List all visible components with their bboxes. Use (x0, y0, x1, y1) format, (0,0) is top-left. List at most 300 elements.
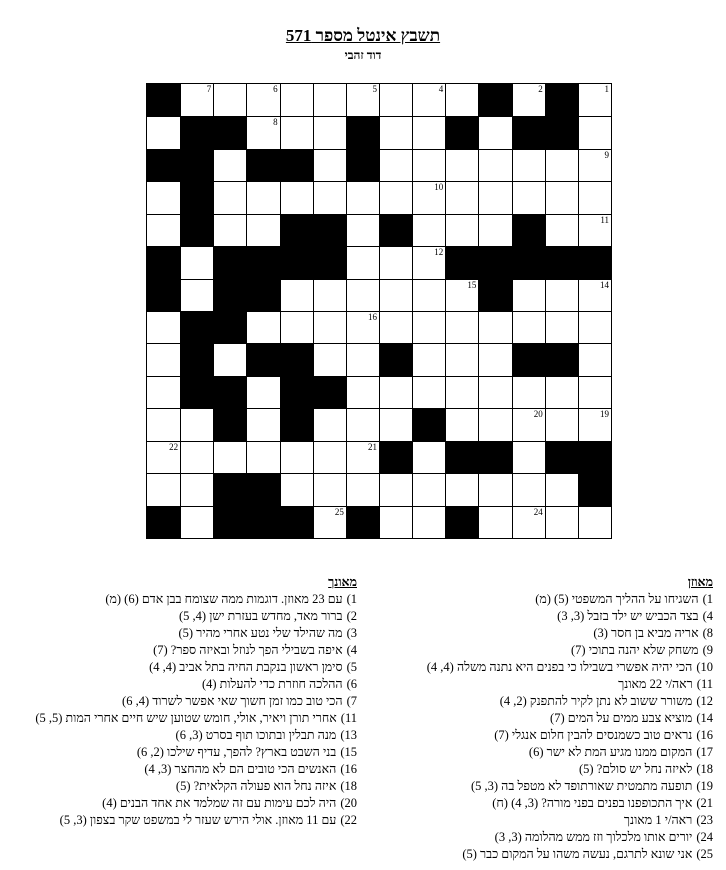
clue-label: 11) (696, 677, 713, 691)
grid-cell[interactable] (379, 116, 412, 148)
grid-cell[interactable] (512, 149, 545, 181)
clue-number: 7 (206, 84, 212, 94)
grid-cell-black (313, 376, 346, 408)
grid-cell[interactable] (246, 408, 279, 440)
clue-number: 13 (268, 247, 278, 258)
grid-cell[interactable] (545, 149, 578, 181)
clue-label: 22) (340, 813, 357, 827)
grid-cell[interactable] (313, 279, 346, 311)
across-clue (383, 659, 713, 676)
grid-cell[interactable] (512, 311, 545, 343)
clue-number: 4 (438, 84, 444, 94)
clue-number: 11 (600, 214, 609, 225)
grid-cell[interactable] (346, 214, 379, 246)
grid-cell-black (478, 246, 511, 278)
down-clue (2, 693, 357, 710)
clue-number: 25 (334, 506, 344, 517)
down-clue (2, 761, 357, 778)
puzzle-title: תשבץ אינטל מספר 571 (285, 26, 441, 45)
clue-number: 2 (538, 84, 543, 94)
grid-cell[interactable] (147, 441, 180, 473)
grid-cell[interactable] (213, 181, 246, 213)
grid-cell[interactable] (445, 376, 478, 408)
clue-number: 20 (533, 409, 543, 420)
across-clue (383, 710, 713, 727)
across-clue (383, 829, 713, 846)
grid-cell[interactable] (478, 116, 511, 148)
grid-cell-black (280, 506, 313, 538)
clue-text: הכי טוב כמו זמן חשוך שאי אפשר לשרוד (4, 6) (122, 694, 343, 708)
grid-cell[interactable] (578, 376, 611, 408)
puzzle-author: דוד זהבי (344, 48, 382, 62)
clue-label: 19) (696, 779, 713, 793)
clue-text: סימן ראשון בנקבת החיה בתל אביב (4, 4) (149, 660, 343, 674)
grid-cell[interactable] (445, 311, 478, 343)
clue-number: 22 (169, 441, 179, 452)
grid-cell[interactable] (512, 279, 545, 311)
grid-cell-black (246, 473, 279, 505)
grid-cell[interactable] (147, 214, 180, 246)
grid-cell-black (313, 246, 346, 278)
clue-label: 16) (696, 728, 713, 742)
clue-text: משורר ששוב לא נתן לקיר להתפנק (2, 4) (499, 694, 693, 708)
clue-label: 25) (696, 847, 713, 861)
grid-cell[interactable] (578, 116, 611, 148)
grid-cell-black (147, 246, 180, 278)
clue-label: 6) (346, 677, 357, 691)
clue-label: 15) (340, 745, 357, 759)
across-clue (383, 676, 713, 693)
grid-cell[interactable] (147, 311, 180, 343)
grid-cell[interactable] (578, 279, 611, 311)
grid-cell-black (213, 506, 246, 538)
grid-cell[interactable] (379, 473, 412, 505)
grid-cell[interactable] (213, 343, 246, 375)
across-clue (383, 727, 713, 744)
grid-cell[interactable] (412, 473, 445, 505)
clue-text: לאיזה נחל יש סולם? (5) (579, 762, 693, 776)
clue-number: 21 (367, 441, 377, 452)
clue-label: 12) (696, 694, 713, 708)
grid-cell[interactable] (313, 441, 346, 473)
clue-text: יורים אותו מלכלוך וזז ממש מהלומה (3, 3) (494, 830, 693, 844)
grid-cell[interactable] (412, 214, 445, 246)
grid-cell[interactable] (147, 376, 180, 408)
grid-cell[interactable] (478, 408, 511, 440)
grid-cell-black (180, 343, 213, 375)
grid-cell-black (280, 246, 313, 278)
grid-cell[interactable] (346, 376, 379, 408)
grid-cell[interactable] (412, 149, 445, 181)
across-header: מאוזן (687, 575, 713, 589)
grid-cell[interactable] (346, 473, 379, 505)
clue-number: 8 (273, 117, 278, 128)
clue-label: 23) (696, 813, 713, 827)
grid-cell[interactable] (313, 311, 346, 343)
clue-label: 18) (696, 762, 713, 776)
grid-cell[interactable] (280, 181, 313, 213)
clue-number: 6 (273, 84, 278, 94)
across-clue (383, 795, 713, 812)
grid-cell[interactable] (180, 84, 213, 116)
grid-cell-black (445, 441, 478, 473)
clue-number: 23 (599, 474, 609, 485)
down-clue (2, 710, 357, 727)
grid-cell[interactable] (280, 311, 313, 343)
grid-cell[interactable] (346, 279, 379, 311)
clue-label: 20) (340, 796, 357, 810)
grid-cell[interactable] (412, 506, 445, 538)
grid-cell[interactable] (578, 343, 611, 375)
grid-cell[interactable] (313, 116, 346, 148)
clue-text: ראה/י 1 מאונך (623, 813, 693, 827)
grid-cell[interactable] (545, 376, 578, 408)
clue-text: נראים טוב כשמנסים להבין חלום אנגלי (7) (494, 728, 693, 742)
clue-label: 21) (696, 796, 713, 810)
grid-cell[interactable] (478, 311, 511, 343)
clue-text: מוציא צבע ממים על המים (7) (550, 711, 693, 725)
grid-cell[interactable] (379, 408, 412, 440)
grid-cell-black (246, 246, 279, 278)
grid-cell-black (545, 246, 578, 278)
grid-cell[interactable] (445, 214, 478, 246)
grid-cell[interactable] (346, 408, 379, 440)
grid-cell[interactable] (246, 311, 279, 343)
grid-cell[interactable] (147, 408, 180, 440)
grid-cell[interactable] (379, 246, 412, 278)
clue-label: 4) (346, 643, 357, 657)
clue-label: 3) (346, 626, 357, 640)
grid-cell-black (213, 116, 246, 148)
clue-text: ראה/י 22 מאונך (618, 677, 693, 691)
grid-cell-black (445, 116, 478, 148)
grid-cell-black (180, 149, 213, 181)
grid-cell[interactable] (280, 116, 313, 148)
down-clue (2, 676, 357, 693)
grid-cell[interactable] (180, 473, 213, 505)
grid-cell[interactable] (512, 473, 545, 505)
grid-cell[interactable] (147, 181, 180, 213)
grid-cell-black (545, 116, 578, 148)
grid-cell-black (512, 116, 545, 148)
across-clue (383, 693, 713, 710)
clue-number: 16 (367, 311, 377, 322)
grid-cell[interactable] (379, 149, 412, 181)
grid-cell[interactable] (346, 343, 379, 375)
grid-cell[interactable] (512, 506, 545, 538)
down-clue (2, 795, 357, 812)
grid-cell[interactable] (412, 279, 445, 311)
grid-cell[interactable] (578, 311, 611, 343)
grid-cell[interactable] (180, 408, 213, 440)
grid-cell[interactable] (545, 181, 578, 213)
grid-cell[interactable] (478, 214, 511, 246)
clue-text: עם 23 מאוזן. דוגמות ממה שצומח בבן אדם (6) (מ) (105, 592, 343, 606)
grid-cell[interactable] (445, 149, 478, 181)
grid-cell[interactable] (445, 408, 478, 440)
grid-cell[interactable] (213, 441, 246, 473)
clue-text: אני שונא לתרגם, נעשה משהו על המקום כבר (5) (462, 847, 693, 861)
clue-text: בצד הכביש יש ילד בזבל (3, 3) (557, 609, 699, 623)
grid-cell[interactable] (478, 181, 511, 213)
grid-cell[interactable] (313, 181, 346, 213)
clue-text: עם 11 מאוזן. אולי הירש שעזר לי במשפט שקר בצפון (3, 5) (59, 813, 337, 827)
clue-text: הכי יהיה אפשרי בשבילו כי בפנים היא נתנה משלה (4, 4) (426, 660, 693, 674)
clue-number: 1 (604, 84, 609, 94)
grid-cell[interactable] (412, 343, 445, 375)
grid-cell[interactable] (478, 506, 511, 538)
grid-cell-black (180, 311, 213, 343)
grid-cell[interactable] (379, 84, 412, 116)
clue-text: מה שהילד שלי נטע אחרי מהיר (5) (178, 626, 343, 640)
grid-cell[interactable] (445, 279, 478, 311)
grid-cell[interactable] (545, 214, 578, 246)
grid-cell-black (213, 376, 246, 408)
clue-text: משחק שלא יהנה בתוכי (7) (570, 643, 699, 657)
grid-cell-black (512, 214, 545, 246)
clue-label: 5) (346, 660, 357, 674)
grid-cell[interactable] (346, 181, 379, 213)
grid-cell[interactable] (379, 181, 412, 213)
grid-cell[interactable] (478, 376, 511, 408)
grid-cell-black (280, 149, 313, 181)
clue-label: 13) (340, 728, 357, 742)
grid-cell-black (478, 279, 511, 311)
grid-cell[interactable] (147, 343, 180, 375)
grid-cell[interactable] (445, 473, 478, 505)
grid-cell-black (512, 246, 545, 278)
grid-cell[interactable] (246, 116, 279, 148)
grid-cell-black (147, 84, 180, 116)
grid-cell-black (213, 473, 246, 505)
grid-cell[interactable] (578, 181, 611, 213)
down-clue (2, 727, 357, 744)
grid-cell[interactable] (346, 246, 379, 278)
grid-cell[interactable] (545, 506, 578, 538)
grid-cell[interactable] (246, 214, 279, 246)
grid-cell[interactable] (280, 84, 313, 116)
clue-number: 12 (434, 247, 444, 258)
clue-number: 19 (599, 409, 609, 420)
grid-cell[interactable] (445, 84, 478, 116)
clue-text: מנה תבלין ובתוכו תוף בסרט (3, 6) (175, 728, 337, 742)
grid-cell[interactable] (313, 408, 346, 440)
grid-cell[interactable] (147, 116, 180, 148)
grid-cell[interactable] (180, 506, 213, 538)
grid-cell[interactable] (512, 84, 545, 116)
grid-cell-black (147, 149, 180, 181)
clue-label: 16) (340, 762, 357, 776)
grid-cell-black (147, 279, 180, 311)
down-clue (2, 591, 357, 608)
grid-cell[interactable] (545, 408, 578, 440)
grid-cell[interactable] (180, 246, 213, 278)
clue-number: 10 (434, 182, 444, 193)
grid-cell[interactable] (379, 506, 412, 538)
across-clues (383, 574, 713, 863)
grid-cell[interactable] (512, 181, 545, 213)
grid-cell[interactable] (512, 376, 545, 408)
grid-cell-black (246, 149, 279, 181)
grid-cell-black (346, 506, 379, 538)
grid-cell-black (213, 408, 246, 440)
clue-text: בני השבט בארץ? להפך, עדיף שילכו (2, 6) (136, 745, 337, 759)
grid-cell[interactable] (445, 343, 478, 375)
grid-cell[interactable] (412, 181, 445, 213)
clue-label: 4) (702, 609, 713, 623)
grid-cell[interactable] (512, 408, 545, 440)
grid-cell-black (379, 441, 412, 473)
grid-cell-black (445, 246, 478, 278)
clue-label: 9) (702, 643, 713, 657)
grid-cell[interactable] (578, 84, 611, 116)
grid-cell[interactable] (346, 311, 379, 343)
grid-cell[interactable] (180, 441, 213, 473)
grid-cell-black (180, 116, 213, 148)
clue-label: 17) (696, 745, 713, 759)
grid-cell[interactable] (379, 279, 412, 311)
grid-cell[interactable] (313, 149, 346, 181)
grid-cell[interactable] (412, 311, 445, 343)
clue-text: איזה נחל הוא פעולה הקלאית? (5) (175, 779, 337, 793)
clue-text: אחרי תורן ויאיר, אולי, חומש שטוען שיש חיים אחרי המות (5, 5) (35, 711, 337, 725)
clue-text: איפה בשבילי הפך לנוזל ובאיזה ספר? (7) (153, 643, 343, 657)
clue-text: השגיחו על ההליך המשפטי (5) (מ) (535, 592, 699, 606)
grid-cell[interactable] (545, 473, 578, 505)
clue-label: 14) (696, 711, 713, 725)
clue-label: 7) (346, 694, 357, 708)
grid-cell[interactable] (313, 506, 346, 538)
grid-cell[interactable] (147, 473, 180, 505)
clue-number: 15 (467, 279, 477, 290)
across-clue (383, 778, 713, 795)
grid-cell[interactable] (313, 84, 346, 116)
clue-label: 1) (346, 592, 357, 606)
down-clue (2, 812, 357, 829)
grid-cell-black (379, 214, 412, 246)
grid-cell[interactable] (578, 214, 611, 246)
grid-cell-black (545, 343, 578, 375)
grid-cell[interactable] (379, 376, 412, 408)
grid-cell[interactable] (512, 441, 545, 473)
grid-cell[interactable] (313, 343, 346, 375)
clue-text: היה לכם עימות עם זה שמלמד את אחד הבנים (4) (102, 796, 337, 810)
grid-cell[interactable] (445, 181, 478, 213)
grid-cell-black (246, 279, 279, 311)
grid-cell[interactable] (412, 441, 445, 473)
down-clue (2, 608, 357, 625)
clue-text: אריה מביא בן חסר (3) (593, 626, 699, 640)
across-clue (383, 625, 713, 642)
grid-cell[interactable] (478, 343, 511, 375)
grid-cell[interactable] (346, 84, 379, 116)
grid-cell[interactable] (412, 84, 445, 116)
clue-label: 24) (696, 830, 713, 844)
down-clue (2, 778, 357, 795)
grid-cell-black (578, 441, 611, 473)
clue-number: 5 (372, 84, 377, 94)
grid-cell-black (478, 441, 511, 473)
clue-number: 9 (604, 149, 609, 160)
grid-cell[interactable] (213, 84, 246, 116)
clue-label: 1) (702, 592, 713, 606)
grid-cell-black (213, 246, 246, 278)
grid-cell-black (280, 408, 313, 440)
across-clue (383, 846, 713, 863)
grid-cell[interactable] (379, 311, 412, 343)
grid-cell[interactable] (313, 473, 346, 505)
grid-cell-black (445, 506, 478, 538)
clue-text: האנשים הכי טובים הם לא מהחצר (3, 4) (144, 762, 337, 776)
grid-cell-black (412, 408, 445, 440)
grid-cell-black (213, 279, 246, 311)
grid-cell-black (180, 376, 213, 408)
across-clue (383, 812, 713, 829)
down-clues (2, 574, 357, 829)
clue-label: 10) (696, 660, 713, 674)
grid-cell[interactable] (213, 149, 246, 181)
grid-cell[interactable] (280, 441, 313, 473)
across-clue (383, 744, 713, 761)
clue-label: 18) (340, 779, 357, 793)
grid-cell[interactable] (478, 473, 511, 505)
grid-cell[interactable] (412, 246, 445, 278)
grid-cell[interactable] (578, 506, 611, 538)
grid-cell-black (578, 246, 611, 278)
grid-cell-black (313, 214, 346, 246)
grid-cell[interactable] (246, 441, 279, 473)
grid-cell-black (246, 506, 279, 538)
grid-cell-black (545, 84, 578, 116)
grid-cell[interactable] (246, 181, 279, 213)
grid-cell-black (180, 181, 213, 213)
grid-cell[interactable] (478, 149, 511, 181)
grid-cell-black (280, 343, 313, 375)
grid-cell-black (213, 311, 246, 343)
crossword-grid[interactable] (146, 83, 612, 539)
grid-cell[interactable] (545, 279, 578, 311)
clue-text: ההלכה חוזרת כדי להעלות (4) (201, 677, 343, 691)
grid-cell[interactable] (246, 84, 279, 116)
clue-number: 14 (599, 279, 609, 290)
grid-cell[interactable] (213, 214, 246, 246)
grid-cell-black (147, 506, 180, 538)
grid-cell[interactable] (545, 311, 578, 343)
grid-cell[interactable] (578, 408, 611, 440)
grid-cell[interactable] (412, 116, 445, 148)
clue-number: 17 (533, 344, 543, 355)
grid-cell[interactable] (280, 279, 313, 311)
clue-number: 24 (533, 506, 543, 517)
clue-text: המקום ממנו מגיע המת לא ישר (6) (528, 745, 693, 759)
grid-cell[interactable] (280, 473, 313, 505)
across-clue (383, 608, 713, 625)
across-clue (383, 642, 713, 659)
clue-text: איך התכופפנו בפנים בפני מורה? (3, 4) (ח) (492, 796, 693, 810)
grid-cell[interactable] (412, 376, 445, 408)
grid-cell[interactable] (578, 149, 611, 181)
grid-cell[interactable] (346, 441, 379, 473)
grid-cell[interactable] (180, 279, 213, 311)
grid-cell-black (578, 473, 611, 505)
across-clue (383, 761, 713, 778)
grid-cell[interactable] (246, 376, 279, 408)
grid-cell-black (478, 84, 511, 116)
down-clue (2, 625, 357, 642)
clue-label: 8) (702, 626, 713, 640)
clue-number: 18 (334, 376, 344, 387)
clue-text: תופעה מתמטית שאורתופד לא מטפל בה (3, 5) (470, 779, 693, 793)
